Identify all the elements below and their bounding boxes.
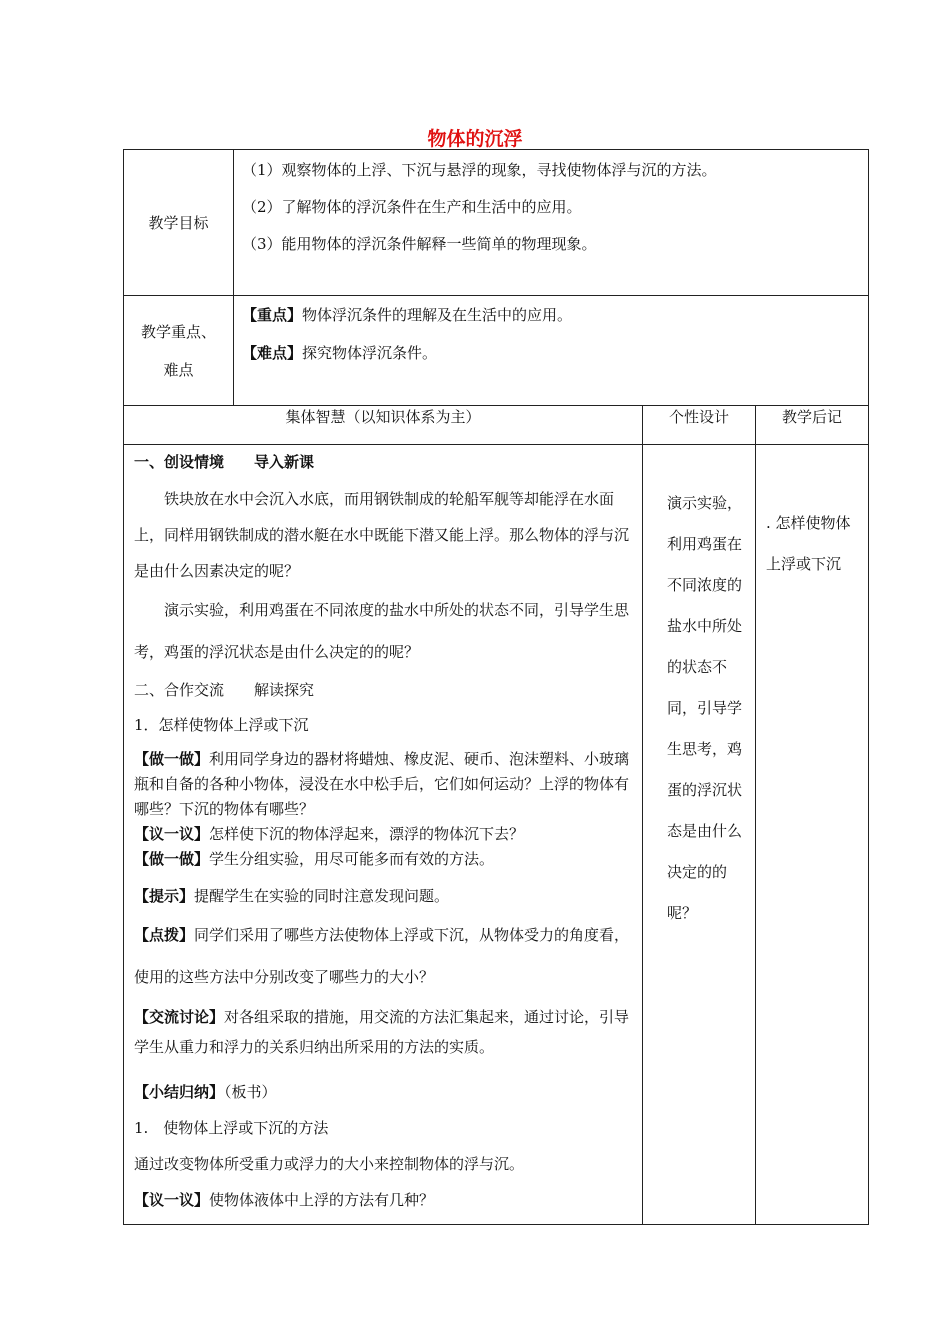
personal-design-cell: 演示实验，利用鸡蛋在不同浓度的盐水中所处的状态不同，引导学生思考，鸡蛋的浮沉状态是由什么决定的的呢？ — [643, 445, 756, 1225]
summary-explanation: 通过改变物体所受重力或浮力的大小来控制物体的浮与沉。 — [134, 1155, 525, 1173]
key-points-label-line2: 难点 — [163, 360, 194, 379]
focus-line — [242, 296, 862, 334]
zuo-yi-zuo-text: 学生分组实验，用尽可能多而有效的方法。 — [209, 850, 495, 868]
focus-tag: 【重点】 — [242, 306, 303, 324]
objective-item: （3）能用物体的浮沉条件解释一些简单的物理现象。 — [242, 235, 597, 253]
section2-heading: 二、合作交流 解读探究 — [134, 681, 315, 699]
focus-text: 物体浮沉条件的理解及在生活中的应用。 — [302, 306, 573, 324]
yi-yi-yi-2 — [134, 1182, 634, 1218]
xiaojie — [134, 1074, 634, 1110]
objective-item: （1）观察物体的上浮、下沉与悬浮的现象，寻找使物体浮与沉的方法。 — [242, 161, 717, 179]
summary-method: 1. 使物体上浮或下沉的方法 — [134, 1119, 329, 1137]
xiaojie-tag: 【小结归纳】 — [134, 1083, 225, 1101]
jiaoliu — [134, 1002, 634, 1062]
section1-paragraph2: 演示实验，利用鸡蛋在不同浓度的盐水中所处的状态不同，引导学生思考，鸡蛋的浮沉状态是由什么决定的的呢？ — [134, 601, 630, 661]
section2-subheading: 1．怎样使物体上浮或下沉 — [134, 716, 309, 734]
zuo-yi-zuo-2 — [134, 847, 634, 872]
key-points-content — [234, 296, 869, 406]
jiaoliu-tag: 【交流讨论】 — [134, 1008, 225, 1026]
difficulty-tag: 【难点】 — [242, 344, 303, 362]
dianbo — [134, 914, 634, 998]
header-notes: 教学后记 — [756, 406, 869, 445]
tishi-text: 提醒学生在实验的同时注意发现问题。 — [194, 887, 450, 905]
teaching-notes-cell: . 怎样使物体上浮或下沉 — [756, 445, 869, 1225]
zuo-yi-zuo-tag: 【做一做】 — [134, 750, 210, 768]
yi-yi-yi-tag: 【议一议】 — [134, 825, 210, 843]
lesson-plan-table — [123, 149, 869, 1225]
jiaoliu-text: 对各组采取的措施，用交流的方法汇集起来，通过讨论，引导学生从重力和浮力的关系归纳出所采用的方法的实质。 — [134, 1008, 630, 1056]
yi-yi-yi-text: 使物体液体中上浮的方法有几种？ — [209, 1191, 435, 1209]
document-title: 物体的沉浮 — [427, 128, 523, 150]
zuo-yi-zuo-text: 利用同学身边的器材将蜡烛、橡皮泥、硬币、泡沫塑料、小玻璃瓶和自备的各种小物体，浸没在水中松手后，它们如何运动？上浮的物体有哪些？下沉的物体有哪些？ — [134, 750, 630, 818]
difficulty-text: 探究物体浮沉条件。 — [302, 344, 438, 362]
section1-heading: 一、创设情境 导入新课 — [134, 453, 315, 471]
section1-paragraph1: 铁块放在水中会沉入水底，而用钢铁制成的轮船军舰等却能浮在水面上，同样用钢铁制成的潜水艇在水中既能下潜又能上浮。那么物体的浮与沉是由什么因素决定的呢？ — [134, 490, 630, 580]
objectives-row — [124, 150, 869, 296]
xiaojie-text: （板书） — [224, 1083, 277, 1101]
yi-yi-yi-tag: 【议一议】 — [134, 1191, 210, 1209]
main-content — [124, 445, 643, 1225]
header-personal: 个性设计 — [643, 406, 756, 445]
tishi — [134, 878, 634, 914]
key-points-label-line1: 教学重点、 — [140, 322, 216, 341]
column-header-row — [124, 406, 869, 445]
tishi-tag: 【提示】 — [134, 887, 195, 905]
objectives-content — [234, 150, 869, 296]
zuo-yi-zuo-1 — [134, 747, 634, 822]
content-row — [124, 445, 869, 1225]
dianbo-tag: 【点拨】 — [134, 926, 195, 944]
key-points-row — [124, 296, 869, 406]
dianbo-text: 同学们采用了哪些方法使物体上浮或下沉，从物体受力的角度看，使用的这些方法中分别改变了哪些力的大小？ — [134, 926, 630, 986]
header-collective: 集体智慧（以知识体系为主） — [124, 406, 643, 445]
key-points-label — [124, 296, 234, 406]
objective-item: （2）了解物体的浮沉条件在生产和生活中的应用。 — [242, 198, 582, 216]
yi-yi-yi-text: 怎样使下沉的物体浮起来，漂浮的物体沉下去？ — [209, 825, 525, 843]
objectives-label: 教学目标 — [124, 150, 234, 296]
yi-yi-yi-1 — [134, 822, 634, 847]
difficulty-line — [242, 334, 862, 372]
zuo-yi-zuo-tag: 【做一做】 — [134, 850, 210, 868]
